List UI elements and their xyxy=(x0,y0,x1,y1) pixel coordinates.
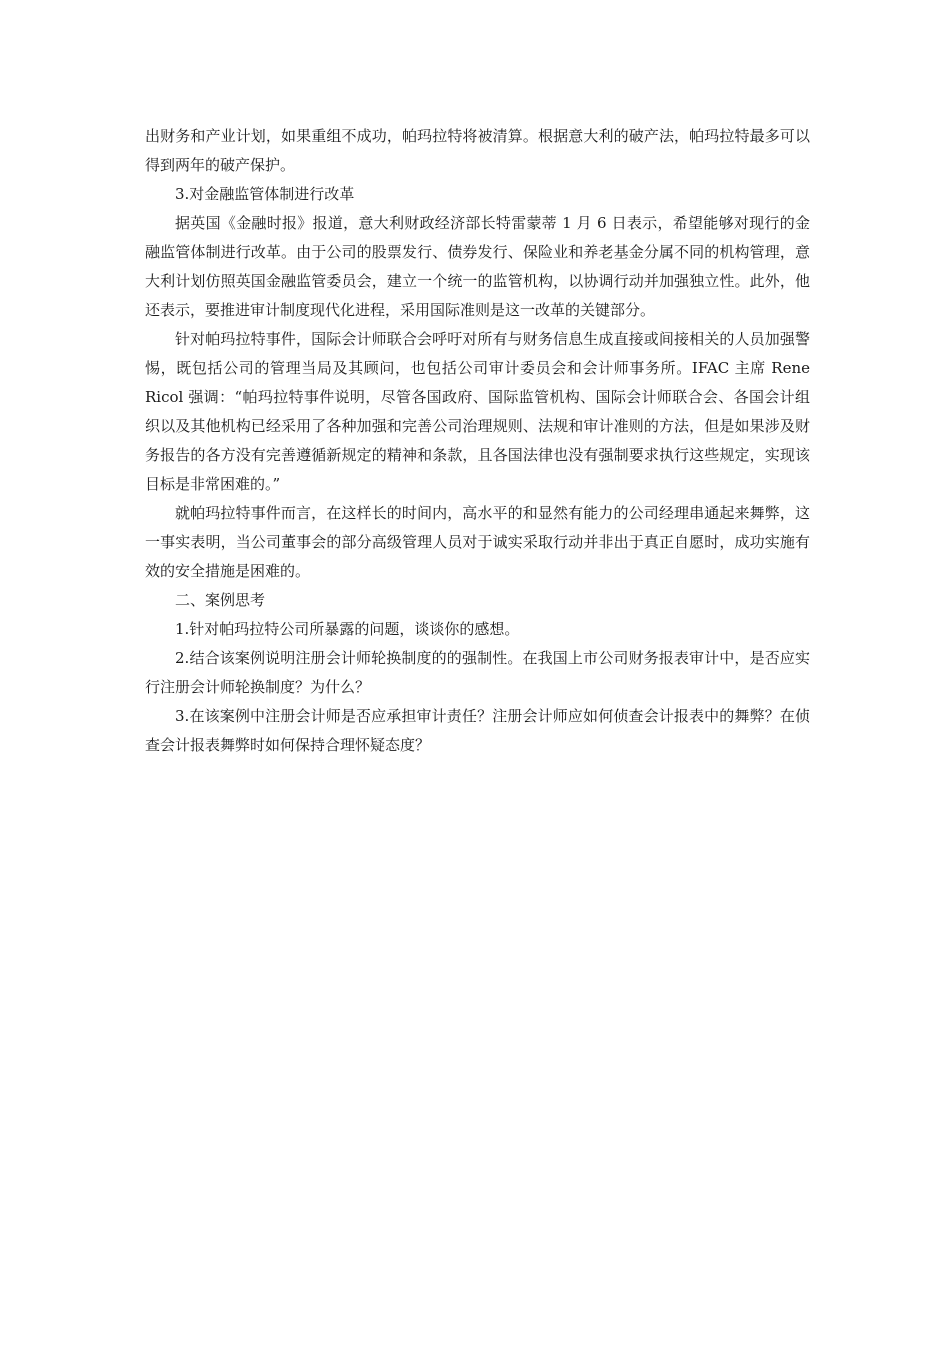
paragraph-continuation: 出财务和产业计划，如果重组不成功，帕玛拉特将被清算。根据意大利的破产法，帕玛拉特最多可以得到两年的破产保护。 xyxy=(145,127,810,174)
question-1: 1.针对帕玛拉特公司所暴露的问题，谈谈你的感想。 xyxy=(175,620,520,638)
section-heading-case-questions: 二、案例思考 xyxy=(175,591,266,609)
paragraph-financial-times: 据英国《金融时报》报道，意大利财政经济部长特雷蒙蒂 1 月 6 日表示，希望能够对现行的金融监管体制进行改革。由于公司的股票发行、债券发行、保险业和养老基金分属不同的机构管理，意大利计划仿照英国金融监管委员会，建立一个统一的监管机构，以协调行动并加强独立性。此外，他还表示，要推进审计制度现代化进程，采用国际准则是这一改革的关键部分。 xyxy=(145,214,810,319)
question-2: 2.结合该案例说明注册会计师轮换制度的的强制性。在我国上市公司财务报表审计中，是否应实行注册会计师轮换制度？为什么？ xyxy=(145,649,810,696)
document-body xyxy=(145,122,810,760)
paragraph-fraud-conclusion: 就帕玛拉特事件而言，在这样长的时间内，高水平的和显然有能力的公司经理串通起来舞弊，这一事实表明，当公司董事会的部分高级管理人员对于诚实采取行动并非出于真正自愿时，成功实施有效的安全措施是困难的。 xyxy=(145,504,810,580)
question-3: 3.在该案例中注册会计师是否应承担审计责任？注册会计师应如何侦查会计报表中的舞弊？在侦查会计报表舞弊时如何保持合理怀疑态度？ xyxy=(145,707,810,754)
section-heading-reform: 3.对金融监管体制进行改革 xyxy=(175,185,355,203)
paragraph-ifac: 针对帕玛拉特事件，国际会计师联合会呼吁对所有与财务信息生成直接或间接相关的人员加强警惕，既包括公司的管理当局及其顾问，也包括公司审计委员会和会计师事务所。IFAC 主席 Rene Ricol 强调：“帕玛拉特事件说明，尽管各国政府、国际监管机构、国际会计师联合会、各国会计组织以及其他机构已经采用了各种加强和完善公司治理规则、法规和审计准则的方法，但是如果涉及财务报告的各方没有完善遵循新规定的精神和条款，且各国法律也没有强制要求执行这些规定，实现该目标是非常困难的。” xyxy=(145,330,810,493)
